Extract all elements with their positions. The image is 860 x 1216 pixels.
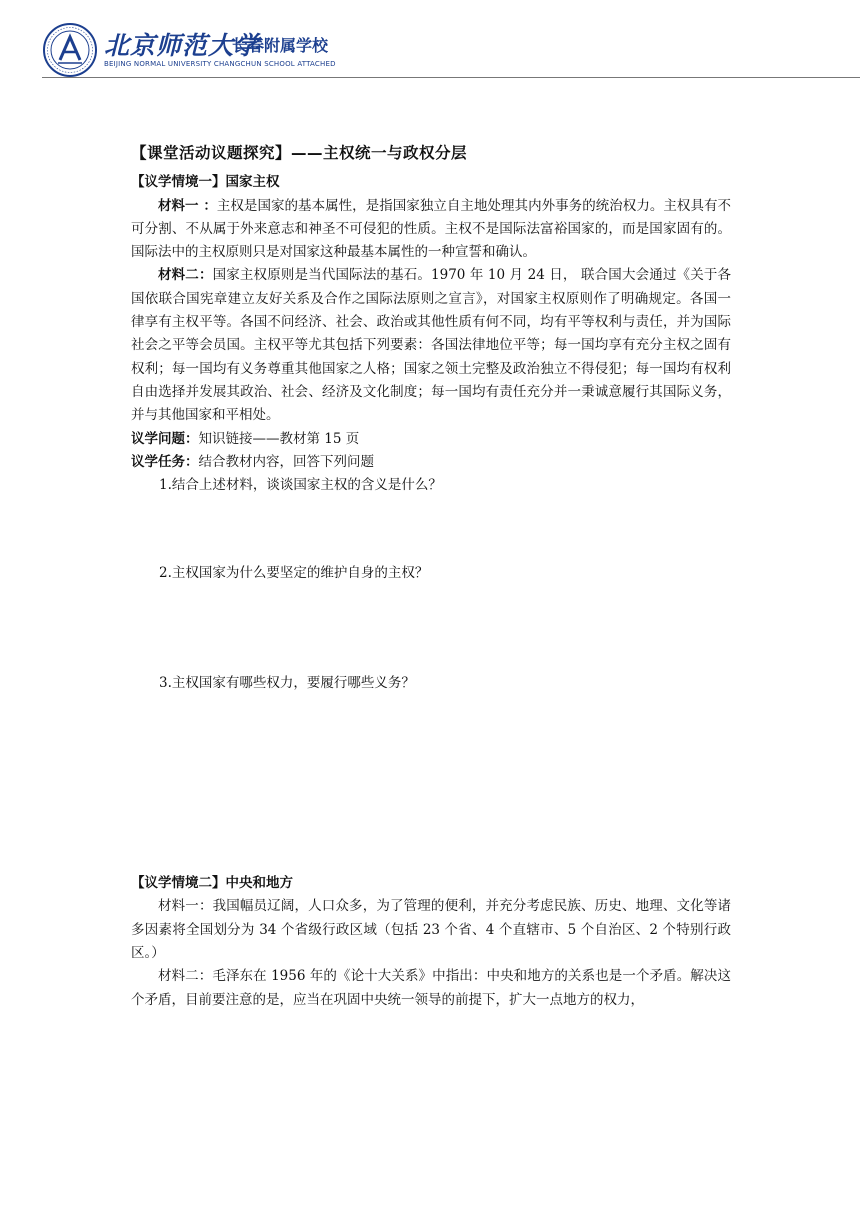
school-name-logotype: 北京师范大学	[104, 31, 261, 60]
question-1: 1.结合上述材料，谈谈国家主权的含义是什么？	[159, 477, 442, 494]
school-header	[42, 22, 860, 78]
scenario-2-heading: 【议学情境二】中央和地方	[131, 875, 293, 892]
issue-text: 知识链接——教材第 15 页	[198, 430, 360, 447]
scenario-1-heading: 【议学情境一】国家主权	[131, 174, 280, 191]
document-body	[131, 142, 731, 1012]
issue-line	[131, 428, 731, 451]
school-seal-icon	[42, 22, 98, 78]
answer-space-1	[131, 497, 731, 562]
task-label: 议学任务：	[131, 453, 199, 470]
school-branch-name: 长春附属学校	[232, 36, 329, 55]
material-1-label: 材料一 ：	[158, 197, 217, 214]
scenario-2-material-1: 材料一：我国幅员辽阔，人口众多，为了管理的便利，并充分考虑民族、历史、地理、文化等诸多因素将全国划分为 34 个省级行政区域（包括 23 个省、4 个直辖市、5 个自治区、2 个特别行政区。）	[131, 898, 731, 961]
task-text: 结合教材内容，回答下列问题	[198, 453, 374, 470]
material-2-text: 国家主权原则是当代国际法的基石。1970 年 10 月 24 日， 联合国大会通过《关于各国依联合国宪章建立友好关系及合作之国际法原则之宣言》，对国家主权原则作了明确规定。各国一律享有主权平等。各国不问经济、社会、政治或其他性质有何不同，均有平等权利与责任，并为国际社会之平等会员国。主权平等尤其包括下列要素：各国法律地位平等；每一国均享有充分主权之固有权利；每一国均有义务尊重其他国家之人格；国家之领土完整及政治独立不得侵犯；每一国均有权利自由选择并发展其政治、社会、经济及文化制度；每一国均有责任充分并一秉诚意履行其国际义务，并与其他国家和平相处。	[131, 267, 731, 424]
page-title: 【课堂活动议题探究】——主权统一与政权分层	[131, 144, 468, 162]
school-english-name: BEIJING NORMAL UNIVERSITY CHANGCHUN SCHOOL ATTACHED	[104, 60, 336, 68]
issue-label: 议学问题：	[131, 430, 199, 447]
header-divider	[42, 77, 860, 78]
material-2-label: 材料二：	[158, 267, 213, 284]
answer-space-2	[131, 586, 731, 672]
scenario-2-material-2: 材料二：毛泽东在 1956 年的《论十大关系》中指出：中央和地方的关系也是一个矛盾。解决这个矛盾，目前要注意的是，应当在巩固中央统一领导的前提下，扩大一点地方的权力，	[131, 968, 731, 1008]
material-1-text: 主权是国家的基本属性，是指国家独立自主地处理其内外事务的统治权力。主权具有不可分割、不从属于外来意志和神圣不可侵犯的性质。主权不是国际法富裕国家的，而是国家固有的。国际法中的主权原则只是对国家这种最基本属性的一种宣誓和确认。	[131, 197, 732, 261]
question-3: 3.主权国家有哪些权力，要履行哪些义务？	[159, 674, 415, 691]
answer-space-3	[131, 695, 731, 872]
task-line	[131, 451, 731, 474]
material-1-paragraph	[131, 195, 731, 265]
material-2-paragraph	[131, 264, 731, 427]
question-2: 2.主权国家为什么要坚定的维护自身的主权？	[159, 565, 429, 582]
